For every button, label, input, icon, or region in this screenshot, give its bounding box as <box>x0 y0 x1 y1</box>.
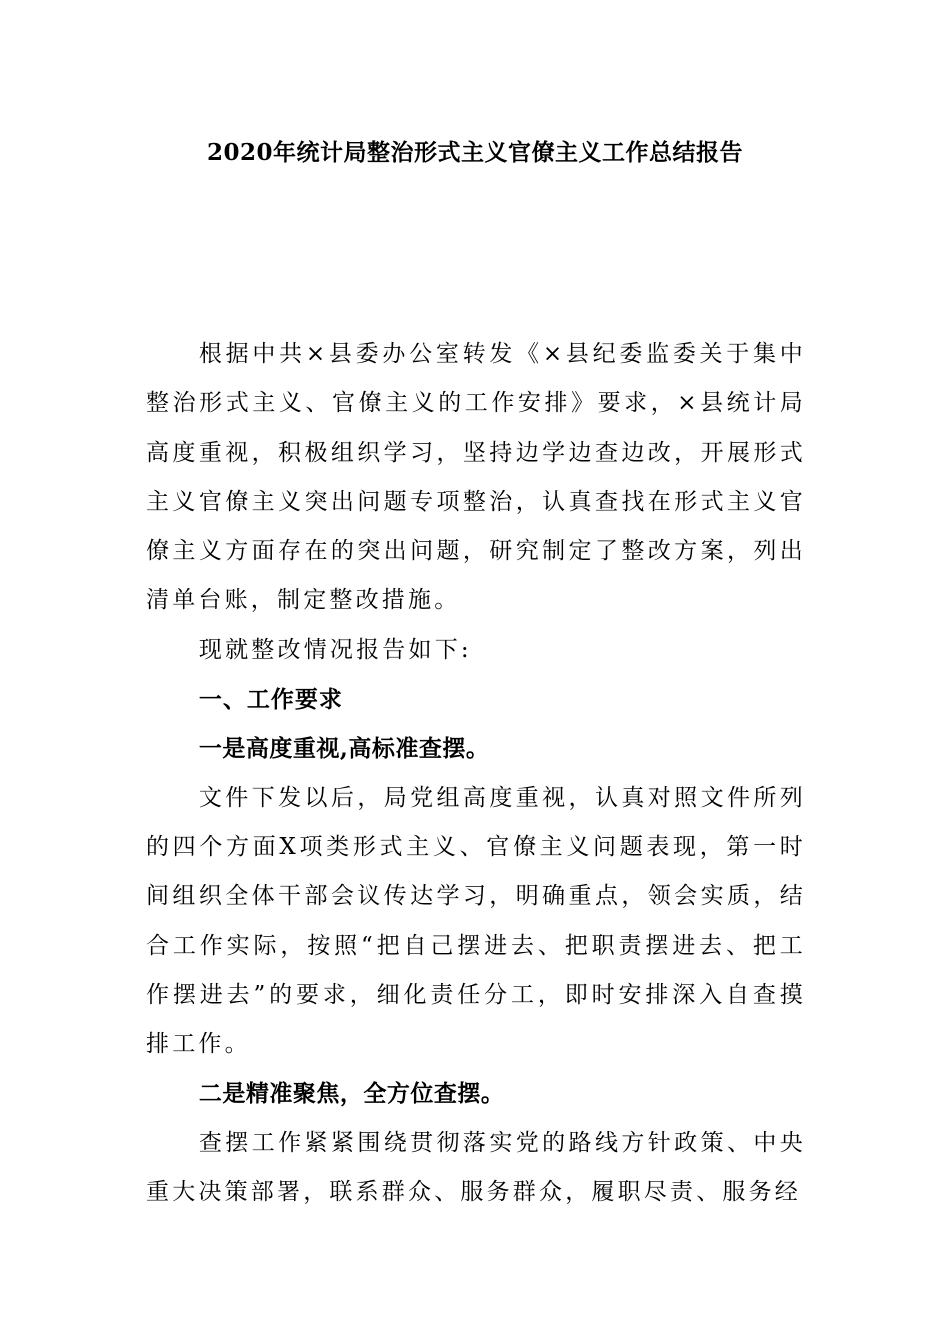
intro-paragraph: 根据中共×县委办公室转发《×县纪委监委关于集中整治形式主义、官僚主义的工作安排》要求，×县统计局高度重视，积极组织学习，坚持边学边查边改，开展形式主义官僚主义突出问题专项整治，认真查找在形式主义官僚主义方面存在的突出问题，研究制定了整改方案，列出清单台账，制定整改措施。 <box>146 341 806 614</box>
subheading-precise-focus: 二是精准聚焦，全方位查摆。 <box>198 1080 505 1108</box>
document-title: 2020年统计局整治形式主义官僚主义工作总结报告 <box>206 139 743 166</box>
subheading-high-attention: 一是高度重视,高标准查摆。 <box>198 735 490 763</box>
report-lead-paragraph: 现就整改情况报告如下: <box>198 636 472 663</box>
paragraph-document-issued: 文件下发以后，局党组高度重视，认真对照文件所列的四个方面X项类形式主义、官僚主义问题表现，第一时间组织全体干部会议传达学习，明确重点，领会实质，结合工作实际，按照“把自己摆进去、把职责摆进去、把工作摆进去”的要求，细化责任分工，即时安排深入自查摸排工作。 <box>146 784 806 1058</box>
document-body <box>146 330 806 1217</box>
section-heading-work-requirements: 一、工作要求 <box>198 686 343 714</box>
paragraph-review-work: 查摆工作紧紧围绕贯彻落实党的路线方针政策、中央重大决策部署，联系群众、服务群众，履职尽责、服务经 <box>146 1129 806 1206</box>
